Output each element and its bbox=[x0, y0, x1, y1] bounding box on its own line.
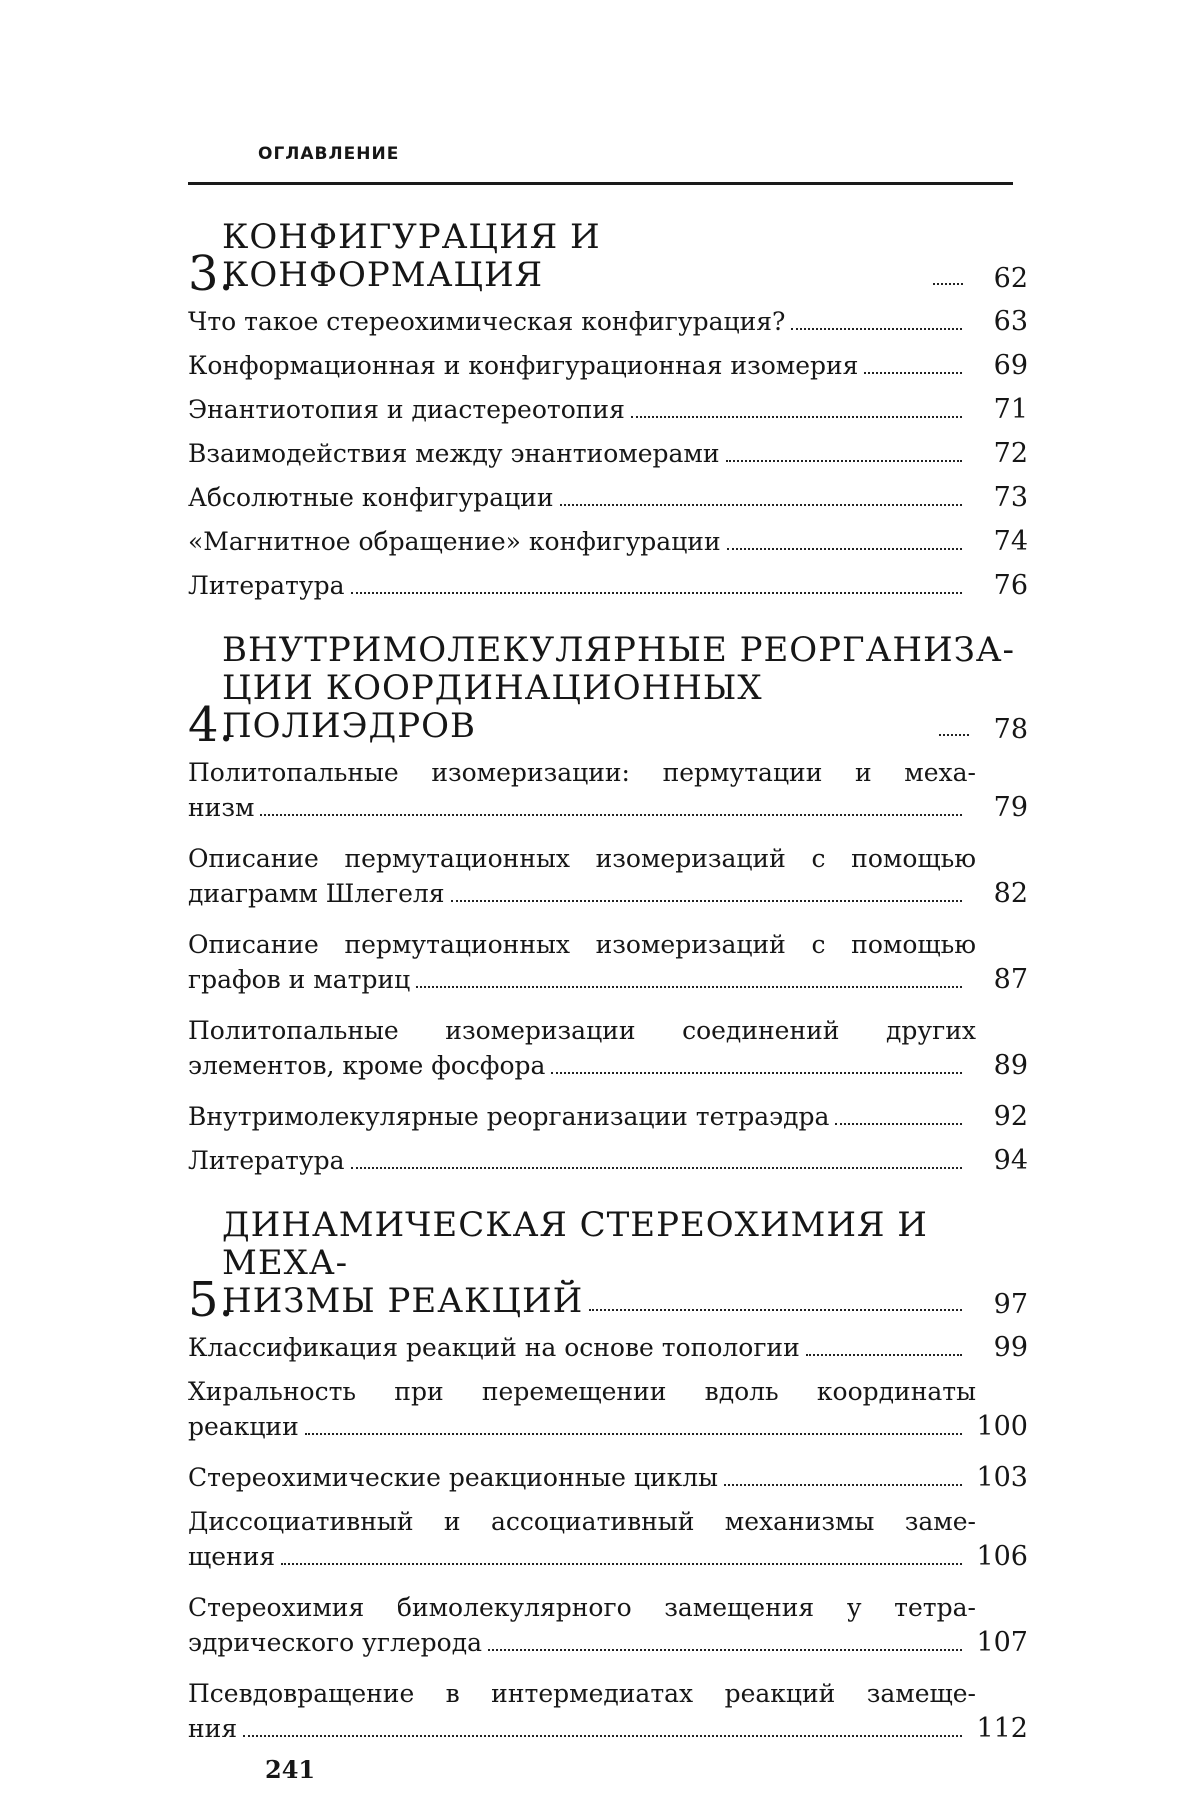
leader-dots bbox=[589, 1309, 962, 1311]
toc-entry-page: 94 bbox=[993, 1145, 1028, 1176]
toc-entry-line: щения bbox=[188, 1542, 276, 1571]
toc-entry-line: Литература bbox=[188, 571, 345, 600]
toc-entry-text bbox=[188, 436, 1028, 471]
toc-entry-line: диаграмм Шлегеля bbox=[188, 879, 445, 908]
chapter-heading bbox=[188, 630, 1028, 753]
toc-entry-lastline bbox=[188, 392, 1028, 427]
toc-entry-page: 63 bbox=[993, 306, 1028, 337]
toc-entry-text bbox=[188, 1676, 1028, 1746]
toc-entry bbox=[188, 1504, 1028, 1574]
leader-dots bbox=[351, 592, 962, 594]
toc-entry-line: Стереохимические реакционные циклы bbox=[188, 1463, 719, 1492]
toc-entry-lastline bbox=[188, 1048, 1028, 1083]
page-number: 241 bbox=[265, 1755, 316, 1784]
toc-entry-line: Диссоциативный и ассоциативный механизмы заме- bbox=[188, 1507, 976, 1536]
toc-entry bbox=[188, 927, 1028, 997]
leader-dots bbox=[305, 1433, 962, 1435]
chapter-title-line: ЦИИ КООРДИНАЦИОННЫХ ПОЛИЭДРОВ bbox=[222, 668, 763, 746]
toc-entry-text bbox=[188, 1099, 1028, 1134]
toc-entry-line: Энантиотопия и диастереотопия bbox=[188, 395, 625, 424]
leader-dots bbox=[551, 1072, 962, 1074]
leader-dots bbox=[726, 460, 962, 462]
chapter-title-line: КОНФИГУРАЦИЯ И КОНФОРМАЦИЯ bbox=[222, 217, 601, 295]
toc-entry bbox=[188, 480, 1028, 515]
toc-entry-text bbox=[188, 1143, 1028, 1178]
toc-entry-page: 107 bbox=[976, 1627, 1028, 1658]
toc-entry-text bbox=[188, 1374, 1028, 1444]
chapter-heading bbox=[188, 1205, 1028, 1328]
leader-dots bbox=[416, 986, 962, 988]
toc-entry-lastline bbox=[188, 1330, 1028, 1365]
toc-entry-line: Псевдовращение в интермедиатах реакций замеще- bbox=[188, 1679, 976, 1708]
toc-entry-page: 112 bbox=[976, 1713, 1028, 1744]
toc-entry-lastline bbox=[188, 876, 1028, 911]
leader-dots bbox=[560, 504, 962, 506]
toc-entry-line: Конформационная и конфигурационная изомерия bbox=[188, 351, 859, 380]
toc-entry-lastline bbox=[188, 568, 1028, 603]
toc-entry bbox=[188, 841, 1028, 911]
toc-entry-line: Литература bbox=[188, 1146, 345, 1175]
toc-entry-page: 92 bbox=[993, 1101, 1028, 1132]
toc-entry-text bbox=[188, 1504, 1028, 1574]
toc-entry-lastline bbox=[188, 1539, 1028, 1574]
chapter-heading bbox=[188, 217, 1028, 302]
toc-entry bbox=[188, 755, 1028, 825]
leader-dots bbox=[835, 1123, 962, 1125]
leader-dots bbox=[631, 416, 962, 418]
leader-dots bbox=[451, 900, 962, 902]
chapter-number: 3. bbox=[188, 246, 234, 302]
toc-entry-line: Классификация реакций на основе топологии bbox=[188, 1333, 800, 1362]
toc-entry bbox=[188, 1676, 1028, 1746]
chapter-page: 78 bbox=[993, 714, 1028, 745]
toc-entry-text bbox=[188, 524, 1028, 559]
toc-entry-text bbox=[188, 348, 1028, 383]
toc-entry-line: Описание пермутационных изомеризаций с помощью bbox=[188, 844, 976, 873]
toc-entry bbox=[188, 1330, 1028, 1365]
toc-entry-lastline bbox=[188, 1460, 1028, 1495]
toc-entry-lastline bbox=[188, 480, 1028, 515]
toc-entry-page: 69 bbox=[993, 350, 1028, 381]
toc-entry-text bbox=[188, 304, 1028, 339]
toc-entry bbox=[188, 1099, 1028, 1134]
toc-entry-line: Стереохимия бимолекулярного замещения у тетра- bbox=[188, 1593, 976, 1622]
leader-dots bbox=[260, 814, 962, 816]
toc-entry-line: ния bbox=[188, 1714, 238, 1743]
toc-entry-page: 99 bbox=[993, 1332, 1028, 1363]
toc-entry-lastline bbox=[188, 1099, 1028, 1134]
toc-entry-page: 100 bbox=[976, 1411, 1028, 1442]
toc-entry bbox=[188, 348, 1028, 383]
toc-entry-lastline bbox=[188, 962, 1028, 997]
toc-entry-text bbox=[188, 568, 1028, 603]
toc-entry-lastline bbox=[188, 790, 1028, 825]
leader-dots bbox=[727, 548, 962, 550]
toc-entry-line: Описание пермутационных изомеризаций с помощью bbox=[188, 930, 976, 959]
toc-entry-lastline bbox=[188, 1625, 1028, 1660]
toc-entry-page: 79 bbox=[993, 792, 1028, 823]
toc-entry-line: Что такое стереохимическая конфигурация? bbox=[188, 307, 786, 336]
toc-entry-text bbox=[188, 1590, 1028, 1660]
toc-entry-line: элементов, кроме фосфора bbox=[188, 1051, 546, 1080]
toc-entry-line: «Магнитное обращение» конфигурации bbox=[188, 527, 721, 556]
toc-entry-line: низм bbox=[188, 793, 255, 822]
leader-dots bbox=[243, 1735, 962, 1737]
toc-entry bbox=[188, 436, 1028, 471]
toc-entry-text bbox=[188, 1460, 1028, 1495]
toc-entry bbox=[188, 1013, 1028, 1083]
leader-dots bbox=[939, 734, 969, 736]
toc-entry-line: Взаимодействия между энантиомерами bbox=[188, 439, 720, 468]
toc-entry-line: графов и матриц bbox=[188, 965, 411, 994]
toc-entry-page: 82 bbox=[993, 878, 1028, 909]
toc-entry-page: 87 bbox=[993, 964, 1028, 995]
chapter-page: 97 bbox=[993, 1289, 1028, 1320]
toc-entry-lastline bbox=[188, 348, 1028, 383]
chapter-title-row bbox=[222, 218, 1028, 294]
toc-entry-lastline bbox=[188, 304, 1028, 339]
toc-entry-text bbox=[188, 392, 1028, 427]
leader-dots bbox=[791, 328, 962, 330]
toc-entry-page: 73 bbox=[993, 482, 1028, 513]
toc-entry bbox=[188, 1374, 1028, 1444]
toc-entry-text bbox=[188, 927, 1028, 997]
toc-entry-line: Абсолютные конфигурации bbox=[188, 483, 554, 512]
toc-entry-lastline bbox=[188, 1143, 1028, 1178]
toc-entry bbox=[188, 304, 1028, 339]
toc-entry-lastline bbox=[188, 1711, 1028, 1746]
table-of-contents bbox=[188, 218, 1028, 1774]
chapter-title-block bbox=[222, 631, 1028, 745]
chapter-page: 62 bbox=[993, 263, 1028, 294]
running-header: ОГЛАВЛЕНИЕ bbox=[258, 144, 400, 164]
chapter-section bbox=[188, 631, 1028, 1178]
leader-dots bbox=[933, 283, 963, 285]
chapter-title-row bbox=[222, 1282, 1028, 1320]
chapter-number: 4. bbox=[188, 697, 234, 753]
leader-dots bbox=[351, 1167, 962, 1169]
toc-entry-text bbox=[188, 1330, 1028, 1365]
leader-dots bbox=[864, 372, 962, 374]
toc-entry bbox=[188, 524, 1028, 559]
toc-entry-page: 106 bbox=[976, 1541, 1028, 1572]
toc-entry bbox=[188, 392, 1028, 427]
leader-dots bbox=[724, 1484, 962, 1486]
chapter-title-line: ДИНАМИЧЕСКАЯ СТЕРЕОХИМИЯ И МЕХА- bbox=[222, 1205, 928, 1283]
toc-entry-page: 72 bbox=[993, 438, 1028, 469]
toc-entry-text bbox=[188, 480, 1028, 515]
chapter-title-block bbox=[222, 1206, 1028, 1320]
chapter-title-block bbox=[222, 218, 1028, 294]
toc-entry bbox=[188, 1590, 1028, 1660]
toc-entry-lastline bbox=[188, 524, 1028, 559]
leader-dots bbox=[281, 1563, 962, 1565]
toc-entry-line: Внутримолекулярные реорганизации тетраэдра bbox=[188, 1102, 830, 1131]
toc-entry-line: Политопальные изомеризации соединений других bbox=[188, 1016, 976, 1045]
toc-entry-line: эдрического углерода bbox=[188, 1628, 482, 1657]
toc-entry-lastline bbox=[188, 436, 1028, 471]
toc-entry-page: 76 bbox=[993, 570, 1028, 601]
toc-entry bbox=[188, 1460, 1028, 1495]
header-rule bbox=[188, 182, 1013, 185]
toc-entry-line: Политопальные изомеризации: пермутации и меха- bbox=[188, 758, 976, 787]
chapter-title-line: НИЗМЫ РЕАКЦИЙ bbox=[222, 1281, 584, 1321]
chapter-title-row bbox=[222, 669, 1028, 745]
toc-entry-page: 74 bbox=[993, 526, 1028, 557]
chapter-title-line: ВНУТРИМОЛЕКУЛЯРНЫЕ РЕОРГАНИЗА- bbox=[222, 630, 1016, 670]
toc-entry-page: 71 bbox=[993, 394, 1028, 425]
toc-entry-lastline bbox=[188, 1409, 1028, 1444]
toc-entry-text bbox=[188, 755, 1028, 825]
chapter-section bbox=[188, 218, 1028, 603]
toc-entry-line: Хиральность при перемещении вдоль координаты bbox=[188, 1377, 976, 1406]
toc-entry-text bbox=[188, 1013, 1028, 1083]
leader-dots bbox=[488, 1649, 962, 1651]
toc-entry-line: реакции bbox=[188, 1412, 299, 1441]
chapter-section bbox=[188, 1206, 1028, 1746]
chapter-number: 5. bbox=[188, 1272, 234, 1328]
leader-dots bbox=[806, 1354, 962, 1356]
toc-entry bbox=[188, 568, 1028, 603]
toc-entry-text bbox=[188, 841, 1028, 911]
toc-entry-page: 89 bbox=[993, 1050, 1028, 1081]
toc-entry bbox=[188, 1143, 1028, 1178]
toc-entry-page: 103 bbox=[976, 1462, 1028, 1493]
